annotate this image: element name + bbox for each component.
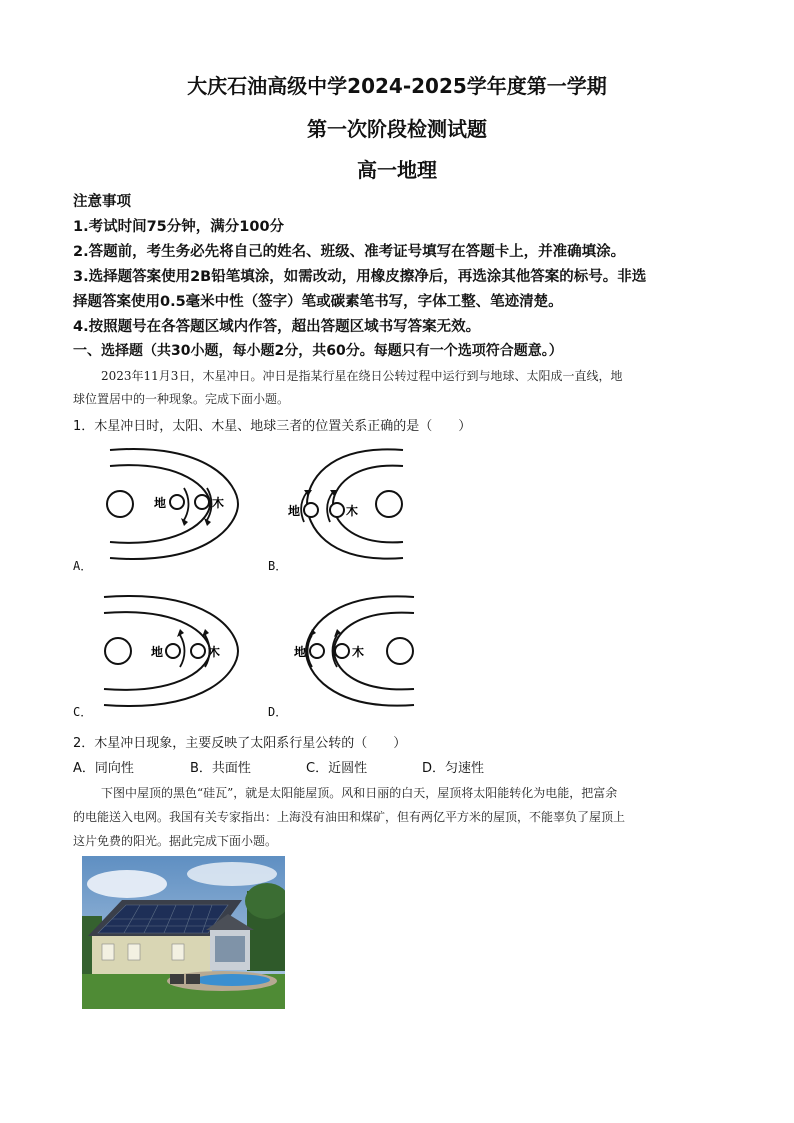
passage1-line: 2023年11月3日，木星冲日。冲日是指某行星在绕日公转过程中运行到与地球、太阳成一直线，地 xyxy=(101,369,623,383)
question-2-choice-b: B．共面性 xyxy=(190,761,251,776)
option-a-label: A． xyxy=(73,559,93,573)
passage2-line: 的电能送入电网。我国有关专家指出：上海没有油田和煤矿，但有两亿平方米的屋顶，不能辜负了屋顶上 xyxy=(73,810,626,824)
jupiter-circle xyxy=(335,644,349,658)
question-1-stem: 1．木星冲日时，太阳、木星、地球三者的位置关系正确的是（ ） xyxy=(73,419,472,434)
option-b-label: B． xyxy=(268,559,288,573)
jupiter-label: 木 xyxy=(352,645,365,659)
solar-roof-house-photo xyxy=(82,856,285,1009)
sun-circle xyxy=(105,638,131,664)
earth-label: 地 xyxy=(151,645,164,659)
passage2-line: 这片免费的阳光。据此完成下面小题。 xyxy=(73,834,278,848)
notice-item: 4.按照题号在各答题区域内作答，超出答题区域书写答案无效。 xyxy=(73,319,481,335)
option-c-label: C． xyxy=(73,705,93,719)
jupiter-circle xyxy=(195,495,209,509)
exam-title: 大庆石油高级中学2024-2025学年度第一学期 xyxy=(187,74,607,98)
question-2-stem: 2．木星冲日现象，主要反映了太阳系行星公转的（ ） xyxy=(73,736,407,751)
sun-circle xyxy=(107,491,133,517)
jupiter-label: 木 xyxy=(346,504,359,518)
earth-circle xyxy=(170,495,184,509)
earth-label: 地 xyxy=(288,504,301,518)
earth-label: 地 xyxy=(294,645,307,659)
sun-circle xyxy=(376,491,402,517)
exam-subtitle: 第一次阶段检测试题 xyxy=(307,117,487,141)
earth-circle xyxy=(166,644,180,658)
sun-circle xyxy=(387,638,413,664)
jupiter-label: 木 xyxy=(212,496,225,510)
section-heading: 一、选择题（共30小题，每小题2分，共60分。每题只有一个选项符合题意。） xyxy=(73,343,563,359)
question-2-choice-a: A．同向性 xyxy=(73,761,134,776)
option-b-diagram xyxy=(285,444,415,564)
option-d-diagram xyxy=(290,591,420,711)
passage1-line: 球位置居中的一种现象。完成下面小题。 xyxy=(73,392,290,406)
option-d-label: D． xyxy=(268,705,288,719)
option-a-diagram xyxy=(98,444,243,564)
notice-item: 择题答案使用0.5毫米中性（签字）笔或碳素笔书写，字体工整、笔迹清楚。 xyxy=(73,294,563,310)
notice-heading: 注意事项 xyxy=(73,194,131,210)
jupiter-circle xyxy=(191,644,205,658)
earth-circle xyxy=(310,644,324,658)
notice-item: 2.答题前，考生务必先将自己的姓名、班级、准考证号填写在答题卡上，并准确填涂。 xyxy=(73,244,626,260)
earth-circle xyxy=(304,503,318,517)
exam-subject: 高一地理 xyxy=(357,158,437,182)
question-2-choice-d: D．匀速性 xyxy=(422,761,485,776)
option-c-diagram xyxy=(98,591,243,711)
jupiter-label: 木 xyxy=(208,645,221,659)
jupiter-circle xyxy=(330,503,344,517)
earth-label: 地 xyxy=(154,496,167,510)
notice-item: 3.选择题答案使用2B铅笔填涂，如需改动，用橡皮擦净后，再选涂其他答案的标号。非选 xyxy=(73,269,647,285)
question-2-choice-c: C．近圆性 xyxy=(306,761,368,776)
notice-item: 1.考试时间75分钟，满分100分 xyxy=(73,219,285,235)
passage2-line: 下图中屋顶的黑色“硅瓦”，就是太阳能屋顶。风和日丽的白天，屋顶将太阳能转化为电能，把富余 xyxy=(101,786,618,800)
